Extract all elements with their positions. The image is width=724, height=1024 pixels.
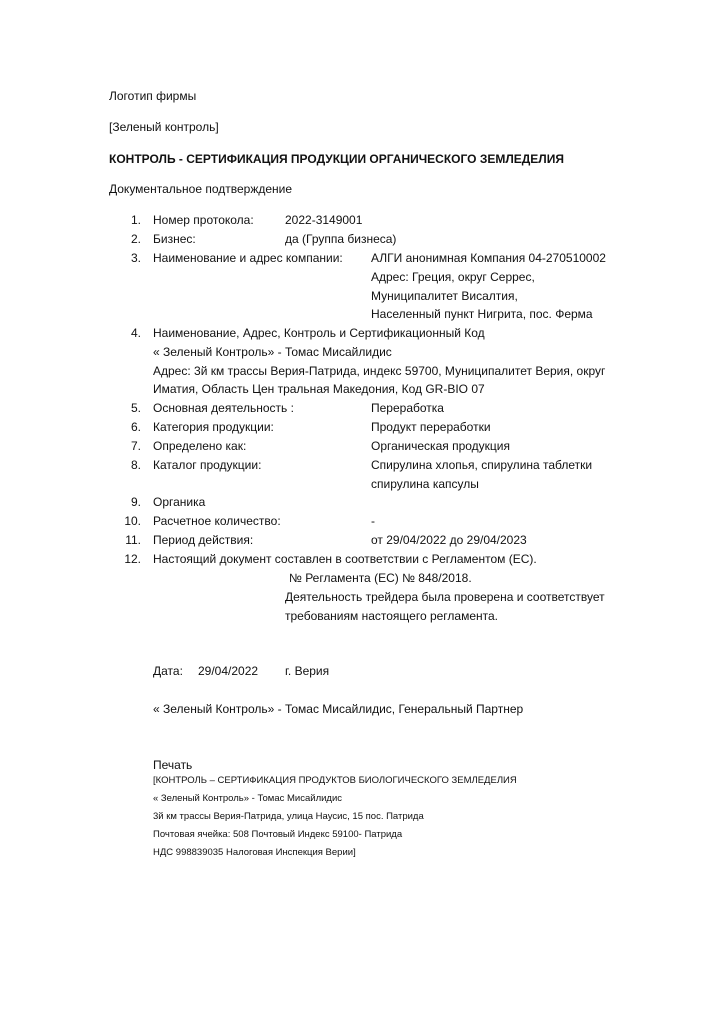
company-label: Наименование и адрес компании:	[153, 251, 343, 265]
regulation-compliance: Деятельность трейдера была проверена и соответствует	[285, 590, 605, 604]
category-value: Продукт переработки	[371, 420, 491, 434]
logo-placeholder: Логотип фирмы	[109, 89, 197, 103]
stamp-line: « Зеленый Контроль» - Томас Мисайлидис	[153, 793, 343, 804]
business-label: Бизнес:	[153, 232, 196, 246]
catalog-value-line: спирулина капсулы	[371, 477, 479, 491]
company-value-line: Муниципалитет Висалтия,	[371, 289, 518, 303]
stamp-line: 3й км трассы Верия-Патрида, улица Наусис, 15 пос. Патрида	[153, 811, 424, 822]
item-number: 1.	[130, 213, 141, 227]
city: г. Верия	[285, 664, 330, 678]
business-value: да (Группа бизнеса)	[285, 232, 397, 246]
activity-value: Переработка	[371, 401, 444, 415]
stamp-line: Почтовая ячейка: 508 Почтовый Индекс 59100- Патрида	[153, 829, 403, 840]
control-body-address: Адрес: 3й км трассы Верия-Патрида, индекс 59700, Муниципалитет Верия, округ	[153, 364, 606, 378]
control-body-address: Иматия, Область Цен тральная Македония, Код GR-BIO 07	[153, 382, 485, 396]
item-number: 9.	[130, 495, 141, 509]
regulation-number: № Регламента (ЕС) № 848/2018.	[289, 571, 472, 585]
item-number: 11.	[125, 533, 141, 547]
validity-label: Период действия:	[153, 533, 254, 547]
stamp-label: Печать	[153, 758, 193, 772]
organic-label: Органика	[153, 495, 206, 509]
category-label: Категория продукции:	[153, 420, 274, 434]
company-value-line: Населенный пункт Нигрита, пос. Ферма	[371, 307, 593, 321]
protocol-label: Номер протокола:	[153, 213, 254, 227]
defined-as-label: Определено как:	[153, 439, 247, 453]
item-number: 2.	[130, 232, 141, 246]
company-value-line: АЛГИ анонимная Компания 04-270510002	[371, 251, 606, 265]
protocol-value: 2022-3149001	[285, 213, 363, 227]
date-label: Дата:	[153, 664, 183, 678]
stamp-line: [КОНТРОЛЬ – СЕРТИФИКАЦИЯ ПРОДУКТОВ БИОЛОГИЧЕСКОГО ЗЕМЛЕДЕЛИЯ	[153, 775, 517, 786]
green-control-placeholder: [Зеленый контроль]	[109, 120, 219, 134]
catalog-value-line: Спирулина хлопья, спирулина таблетки	[371, 458, 593, 472]
item-number: 7.	[130, 439, 141, 453]
item-number: 6.	[130, 420, 141, 434]
validity-value: от 29/04/2022 до 29/04/2023	[371, 533, 527, 547]
catalog-label: Каталог продукции:	[153, 458, 262, 472]
item-number: 5.	[130, 401, 141, 415]
item-number: 10.	[124, 514, 141, 528]
document-title: КОНТРОЛЬ - СЕРТИФИКАЦИЯ ПРОДУКЦИИ ОРГАНИЧЕСКОГО ЗЕМЛЕДЕЛИЯ	[109, 152, 564, 166]
regulation-compliance: требованиям настоящего регламента.	[285, 609, 499, 623]
control-body-label: Наименование, Адрес, Контроль и Сертификационный Код	[153, 326, 485, 340]
item-number: 12.	[124, 552, 141, 566]
activity-label: Основная деятельность :	[153, 401, 294, 415]
quantity-label: Расчетное количество:	[153, 514, 281, 528]
signatory: « Зеленый Контроль» - Томас Мисайлидис, Генеральный Партнер	[153, 702, 524, 716]
item-number: 4.	[130, 326, 141, 340]
control-body-name: « Зеленый Контроль» - Томас Мисайлидис	[153, 345, 392, 359]
company-value-line: Адрес: Греция, округ Серрес,	[371, 270, 535, 284]
document-subtitle: Документальное подтверждение	[109, 182, 293, 196]
stamp-line: НДС 998839035 Налоговая Инспекция Верии]	[153, 847, 356, 858]
date-value: 29/04/2022	[198, 664, 259, 678]
regulation-statement: Настоящий документ составлен в соответствии с Регламентом (ЕС).	[153, 552, 537, 566]
item-number: 3.	[130, 251, 141, 265]
item-number: 8.	[130, 458, 141, 472]
quantity-value: -	[371, 514, 375, 528]
defined-as-value: Органическая продукция	[371, 439, 510, 453]
